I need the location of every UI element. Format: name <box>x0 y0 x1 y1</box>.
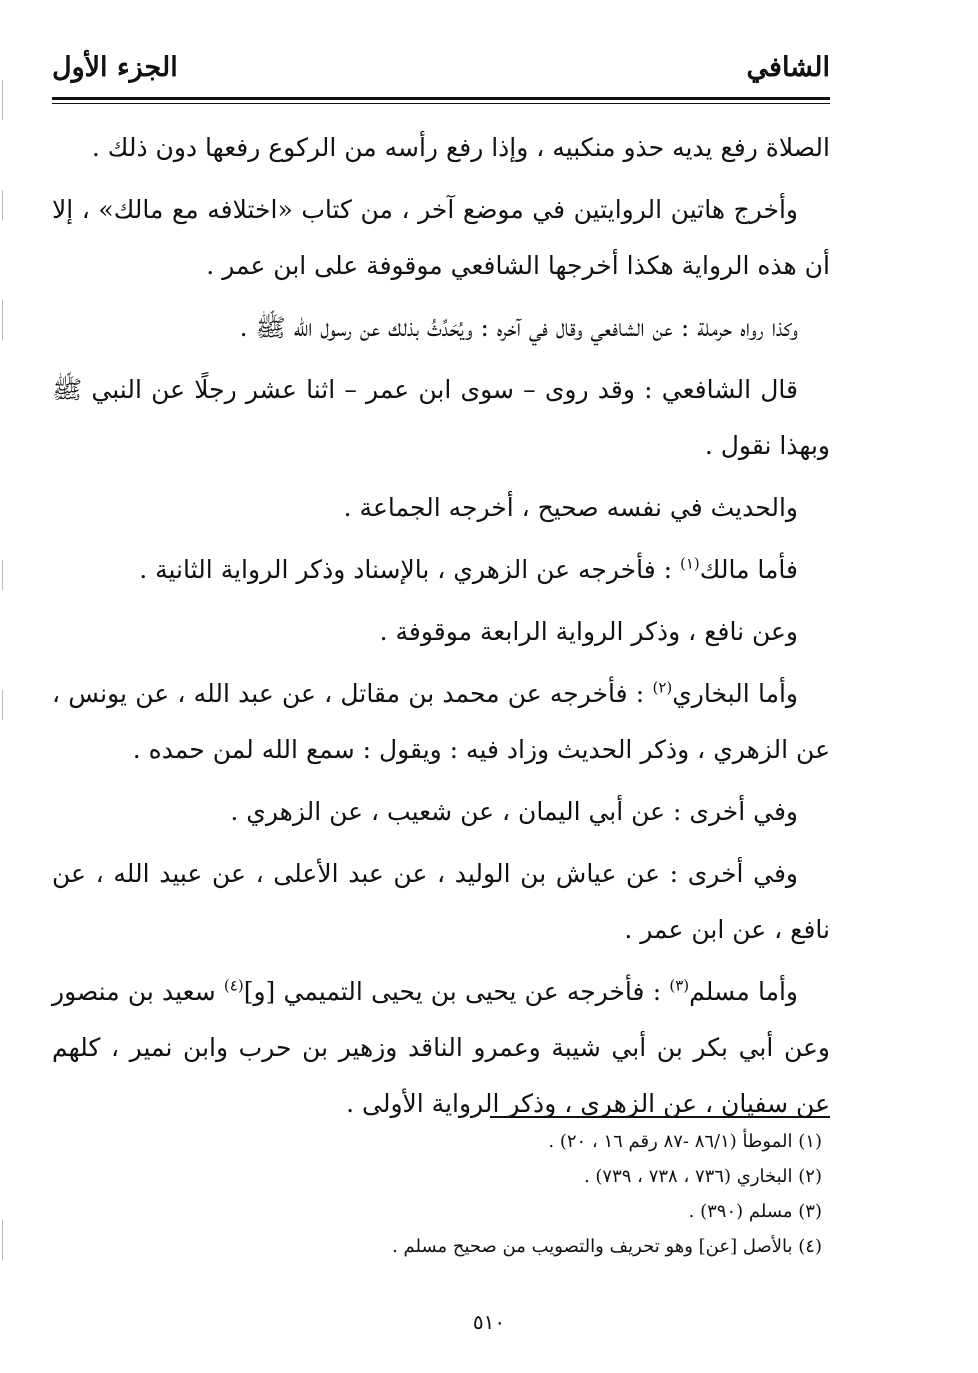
running-header <box>52 48 830 94</box>
paragraph-5: والحديث في نفسه صحيح ، أخرجه الجماعة . <box>343 493 798 522</box>
footnote-ref-4: (٤) <box>223 976 244 995</box>
paragraph-11-rest: سعيد بن منصور وعن أبي بكر بن أبي شيبة وعمرو الناقد وزهير بن حرب وابن نمير ، كلهم عن سفيان ، عن الزهري ، وذكر الرواية الأولى . <box>52 977 830 1118</box>
paragraph-6 <box>52 542 830 598</box>
paragraph-6-lead: فأما مالك <box>699 555 798 584</box>
paragraph-8-lead: وأما البخاري <box>672 679 798 708</box>
footnote-ref-3: (٣) <box>669 976 690 995</box>
header-rule <box>52 97 830 100</box>
paragraph-2: وأخرج هاتين الروايتين في موضع آخر ، من كتاب «اختلافه مع مالك» ، إلا أن هذه الرواية هكذا أخرجها الشافعي موقوفة على ابن عمر . <box>52 195 830 280</box>
main-text <box>52 120 830 1138</box>
scan-edge-mark <box>2 690 3 720</box>
footnote-separator <box>490 1116 830 1118</box>
footnote-1: (١) الموطأ (٨٦/١ -٨٧ رقم ١٦ ، ٢٠) . <box>548 1131 822 1152</box>
paragraph-4: قال الشافعي : وقد روى – سوى ابن عمر – اثنا عشر رجلًا عن النبي ﷺ وبهذا نقول . <box>52 375 830 460</box>
paragraph-10: وفي أخرى : عن عياش بن الوليد ، عن عبد الأعلى ، عن عبيد الله ، عن نافع ، عن ابن عمر . <box>52 859 830 944</box>
paragraph-7: وعن نافع ، وذكر الرواية الرابعة موقوفة . <box>379 617 798 646</box>
footnote-ref-1: (١) <box>680 554 700 573</box>
paragraph-11-lead: وأما مسلم <box>689 977 798 1006</box>
footnote-2: (٢) البخاري (٧٣٦ ، ٧٣٨ ، ٧٣٩) . <box>583 1166 822 1187</box>
scan-edge-mark <box>2 560 3 590</box>
scan-edge-mark <box>2 190 3 220</box>
scan-edge-mark <box>2 300 3 340</box>
paragraph-6-rest: : فأخرجه عن الزهري ، بالإسناد وذكر الرواية الثانية . <box>139 555 680 584</box>
volume-label: الجزء الأول <box>52 52 178 83</box>
footnote-3: (٣) مسلم (٣٩٠) . <box>688 1201 822 1222</box>
scan-edge-mark <box>2 1220 3 1260</box>
footnotes <box>52 1124 822 1264</box>
paragraph-1: الصلاة رفع يديه حذو منكبيه ، وإذا رفع رأسه من الركوع رفعها دون ذلك . <box>91 133 830 162</box>
paragraph-11-middle: : فأخرجه عن يحيى بن يحيى التميمي [و] <box>243 977 670 1006</box>
paragraph-8-rest: : فأخرجه عن محمد بن مقاتل ، عن عبد الله ، عن يونس ، عن الزهري ، وذكر الحديث وزاد فيه : ويقول : سمع الله لمن حمده . <box>52 679 830 764</box>
page-number: ٥١٠ <box>472 1310 506 1334</box>
paragraph-3: وكذا رواه حرملة : عن الشافعي وقال في آخره : ويُحَدِّثُ بذلك عن رسول الله ﷺ . <box>239 313 798 342</box>
footnote-4: (٤) بالأصل [عن] وهو تحريف والتصويب من صحيح مسلم . <box>392 1236 822 1257</box>
footnote-ref-2: (٢) <box>652 678 673 697</box>
header-rule-thin <box>52 103 830 104</box>
paragraph-8 <box>52 666 830 778</box>
paragraph-9: وفي أخرى : عن أبي اليمان ، عن شعيب ، عن الزهري . <box>230 797 798 826</box>
paragraph-11 <box>52 964 830 1132</box>
scan-edge-mark <box>2 80 3 120</box>
book-title: الشافي <box>746 52 830 83</box>
